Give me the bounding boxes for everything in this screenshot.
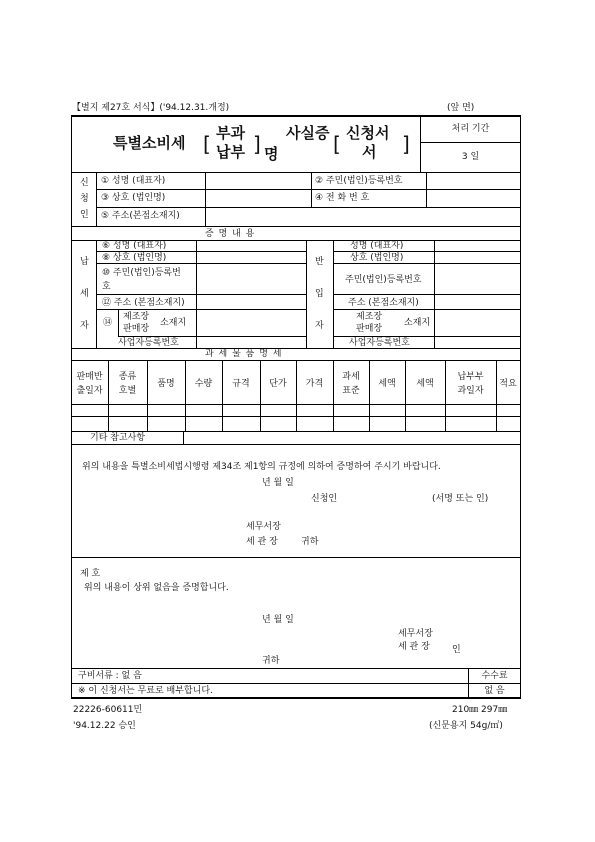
applicant-address-label: ⑤ 주소(본점소재지): [101, 211, 180, 221]
items-header: 과 세 물 품 명 세: [205, 349, 283, 359]
request-customs-office: 세 관 장: [246, 537, 278, 547]
taxpayer-num14: ⑭: [103, 318, 113, 328]
items-column-header-line: 세액: [378, 379, 396, 389]
frame-right: [520, 115, 521, 698]
paper-type: (신문용지 54g/㎡): [429, 721, 503, 731]
items-column-header: [222, 377, 260, 391]
applicant-name-field[interactable]: [206, 173, 310, 188]
items-column-divider: [405, 360, 406, 431]
fee-value: 없 음: [484, 686, 505, 696]
form-code: 22226-60611민: [73, 705, 143, 715]
items-column-divider: [222, 360, 223, 431]
request-regard: 귀하: [301, 537, 319, 547]
items-column-header-line: 표준: [342, 386, 360, 396]
receiver-char-1: 반: [315, 257, 324, 267]
receiver-bizno-label: 사업자등록번호: [349, 338, 410, 348]
title-option-document: 서: [362, 143, 377, 161]
request-date: 년 월 일: [262, 478, 294, 488]
receiver-location-label: 소재지: [404, 318, 431, 328]
taxpayer-regno-label: ⑩ 주민(법인)등록번: [102, 268, 181, 278]
taxpayer-char-1: 납: [80, 257, 89, 267]
items-column-header-line: 품명: [157, 379, 175, 389]
processing-mid-line: [420, 142, 520, 143]
items-column-header-line: 적요: [499, 379, 517, 389]
items-row-line-2: [71, 416, 521, 417]
taxpayer-location-label: 소재지: [160, 318, 187, 328]
remarks-label: 기타 참고사항: [90, 433, 146, 443]
items-row-line-1: [71, 404, 521, 405]
taxpayer-line-5: [118, 336, 306, 337]
taxpayer-address-label: ⑫ 주소 (본점소재지): [102, 298, 185, 308]
items-column-header-line: 판매반: [76, 372, 103, 382]
items-column-header-line: 종류: [118, 372, 137, 382]
applicant-section-divider: [96, 172, 97, 226]
items-column-header: [71, 370, 108, 398]
taxpayer-bizno-label: 사업자등록번호: [118, 338, 179, 348]
certificate-tax-office: 세무서장: [398, 629, 433, 639]
title-suffix-myeong: 명: [264, 145, 279, 163]
taxpayer-num14-divider: [118, 309, 119, 336]
certificate-seal: 인: [452, 645, 461, 655]
items-column-divider: [296, 360, 297, 431]
receiver-char-2: 입: [315, 289, 324, 299]
items-column-divider: [185, 360, 186, 431]
applicant-name-label: ① 성명 (대표자): [101, 176, 166, 186]
certificate-regard: 귀하: [262, 656, 280, 666]
processing-period-label: 처리 기간: [451, 124, 490, 134]
bracket-left-2: [: [333, 132, 341, 156]
bracket-left-1: [: [203, 132, 211, 156]
items-column-header-line: 과일자: [457, 386, 484, 396]
footer-top-line: [71, 668, 521, 669]
paper-size: 210㎜ 297㎜: [452, 705, 508, 715]
taxpayer-char-2: 세: [80, 289, 89, 299]
items-column-header-line: 과세: [342, 372, 360, 382]
title-main: 특별소비세: [113, 134, 186, 152]
items-column-header-line: 출일자: [76, 386, 103, 396]
request-text: 위의 내용을 특별소비세법시행령 제34조 제1항의 규정에 의하여 증명하여 주시기 바랍니다.: [82, 462, 441, 472]
title-option-impose: 부과: [216, 124, 245, 142]
certificate-number: 제 호: [80, 569, 101, 579]
applicant-phone-field[interactable]: [427, 190, 519, 206]
receiver-factory-label: 제조장: [356, 312, 383, 322]
items-column-header: [405, 377, 445, 391]
free-distribution-note: ※ 이 신청서는 무료로 배부합니다.: [78, 686, 213, 696]
title-option-application: 신청서: [346, 124, 390, 142]
taxpayer-char-3: 자: [80, 321, 89, 331]
approval-date: '94.12.22 승인: [73, 721, 136, 731]
items-column-header-line: 납부부: [457, 372, 484, 382]
items-column-header: [333, 370, 369, 398]
remarks-field[interactable]: [184, 432, 519, 443]
receiver-line-3: [333, 294, 520, 295]
request-top-line: [71, 444, 521, 445]
form-number: 【별지 제27호 서식】('94.12.31.개정): [72, 103, 230, 113]
title-option-pay: 납부: [216, 143, 245, 161]
applicant-company-field[interactable]: [206, 190, 310, 206]
items-column-header-line: 세액: [416, 379, 434, 389]
title-fact-cert: 사실증: [286, 124, 330, 142]
items-column-header: [147, 377, 185, 391]
applicant-regno-field[interactable]: [427, 173, 519, 188]
items-column-header: [369, 377, 405, 391]
applicant-char-2: 청: [80, 194, 89, 204]
frame-bottom: [71, 697, 521, 699]
certificate-text: 위의 내용이 상위 없음을 증명합니다.: [84, 583, 229, 593]
taxpayer-receiver-divider: [306, 240, 307, 348]
certificate-customs-office: 세 관 장: [398, 642, 430, 652]
applicant-char-3: 인: [80, 210, 89, 220]
items-column-divider: [369, 360, 370, 431]
items-column-header-line: 호별: [118, 386, 137, 396]
taxpayer-store-label: 판매장: [123, 324, 150, 334]
taxpayer-line-3: [96, 294, 306, 295]
fee-label: 수수료: [481, 671, 508, 681]
bracket-right-1: ]: [253, 132, 261, 156]
items-column-header-line: 가격: [305, 379, 324, 389]
items-column-header-line: 수량: [194, 379, 213, 389]
taxpayer-factory-label: 제조장: [123, 312, 150, 322]
items-column-divider: [147, 360, 148, 431]
receiver-address-label: 주소 (본점소재지): [348, 298, 419, 308]
certificate-top-line: [71, 557, 521, 558]
items-column-header: [185, 377, 222, 391]
frame-top: [71, 115, 521, 117]
applicant-phone-label: ④ 전 화 번 호: [315, 193, 370, 203]
frame-left: [71, 115, 72, 698]
required-docs: 구비서류 : 없 음: [78, 671, 142, 681]
request-sign-label: (서명 또는 인): [432, 494, 489, 504]
request-applicant-label: 신청인: [311, 494, 338, 504]
footer-mid-line: [71, 683, 521, 684]
applicant-regno-label: ② 주민(법인)등록번호: [315, 176, 403, 186]
applicant-company-label: ③ 상호 (법인명): [101, 193, 166, 203]
items-column-header: [260, 377, 296, 391]
receiver-name-label: 성명 (대표자): [350, 241, 404, 251]
items-column-header-line: 단가: [269, 379, 287, 389]
page-side-label: (앞 면): [447, 103, 475, 113]
items-column-header-line: 규격: [232, 379, 250, 389]
taxpayer-line-4: [96, 309, 306, 310]
items-column-header: [496, 377, 520, 391]
processing-period-value: 3 일: [461, 152, 480, 162]
receiver-regno-label: 주민(법인)등록번호: [345, 275, 422, 285]
receiver-line-4: [333, 309, 520, 310]
taxpayer-name-label: ⑥ 성명 (대표자): [102, 241, 167, 251]
items-column-divider: [260, 360, 261, 431]
items-column-header: [108, 370, 147, 398]
applicant-col-2: [311, 172, 312, 207]
bracket-right-2: ]: [402, 132, 410, 156]
items-column-header: [296, 377, 333, 391]
applicant-char-1: 신: [80, 178, 89, 188]
request-tax-office: 세무서장: [246, 522, 281, 532]
receiver-store-label: 판매장: [356, 324, 383, 334]
items-column-divider: [496, 360, 497, 431]
items-column-header: [445, 370, 496, 398]
applicant-bottom-line: [71, 226, 521, 227]
receiver-line-5: [333, 336, 520, 337]
applicant-address-field[interactable]: [206, 208, 519, 225]
receiver-company-label: 상호 (법인명): [350, 253, 404, 263]
items-header-top-line: [71, 348, 521, 349]
taxpayer-company-label: ⑧ 상호 (법인명): [102, 253, 167, 263]
taxpayer-regno-label-2: 호: [102, 282, 111, 292]
certificate-date: 년 월 일: [262, 615, 294, 625]
proof-content-header: 증 명 내 용: [205, 229, 256, 239]
receiver-char-3: 자: [315, 321, 324, 331]
